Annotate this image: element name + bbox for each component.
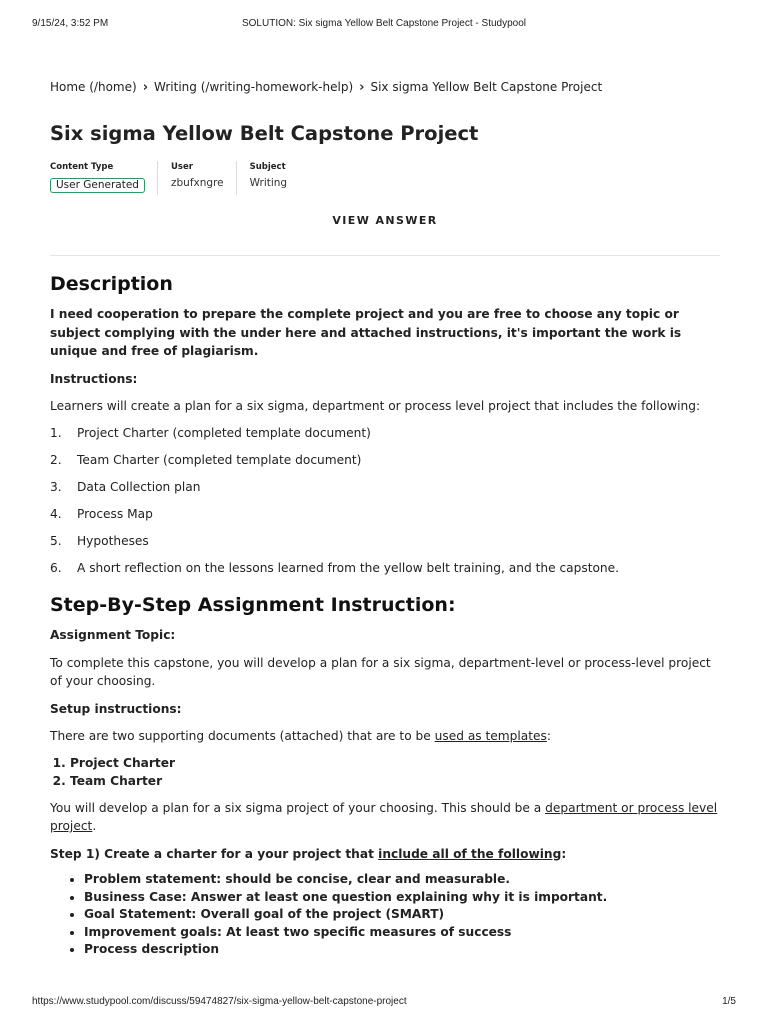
user-value: zbufxngre — [170, 177, 224, 189]
print-date: 9/15/24, 3:52 PM — [32, 18, 109, 29]
meta-content-type — [50, 161, 157, 195]
print-footer — [32, 996, 736, 1010]
subject-label: Subject — [249, 162, 286, 172]
content-type-badge: User Generated — [50, 178, 145, 193]
list-item: • Business Case: Answer at least one question explaining why it is important. — [84, 889, 720, 907]
main-content — [50, 78, 720, 959]
instructions-label: Instructions: — [50, 371, 138, 386]
templates-list — [50, 754, 720, 790]
print-header — [32, 18, 736, 32]
content-type-label: Content Type — [50, 162, 114, 172]
subject-value: Writing — [249, 177, 288, 189]
breadcrumb-home[interactable]: Home (/home) — [50, 80, 137, 94]
list-item: • Goal Statement: Overall goal of the project (SMART) — [84, 906, 720, 924]
list-item: 1. Project Charter (completed template document) — [50, 425, 371, 440]
user-label: User — [170, 162, 193, 172]
list-item: 6. A short reflection on the lessons learned from the yellow belt training, and the capstone. — [50, 560, 620, 575]
view-answer-button[interactable]: VIEW ANSWER — [332, 214, 438, 227]
step1-list — [50, 871, 720, 959]
instructions-intro: Learners will create a plan for a six sigma, department or process level project that includes the following: — [50, 399, 701, 413]
list-item: 2. Team Charter (completed template document) — [50, 452, 362, 467]
department-link: department or process level project — [50, 800, 718, 833]
list-item: • Problem statement: should be concise, clear and measurable. — [84, 871, 720, 889]
print-page-title: SOLUTION: Six sigma Yellow Belt Capstone Project - Studypool — [241, 18, 527, 29]
meta-user — [157, 161, 236, 195]
breadcrumb-current[interactable]: Six sigma Yellow Belt Capstone Project — [370, 80, 603, 94]
list-item: 1. Project Charter — [70, 754, 720, 772]
description-lead: I need cooperation to prepare the complete project and you are free to choose any topic or subject complying with the under here and attached instructions, it's important the work is unique and free of plagiarism. — [50, 307, 682, 358]
list-item: 5. Hypotheses — [50, 533, 149, 548]
setup-text: There are two supporting documents (attached) that are to be used as templates: — [50, 729, 551, 743]
print-page-number: 1/5 — [722, 996, 736, 1007]
templates-link: used as templates — [434, 729, 547, 743]
description-heading: Description — [50, 273, 173, 295]
meta-subject — [236, 161, 300, 195]
meta-info — [50, 161, 720, 195]
list-item: 4. Process Map — [50, 506, 153, 521]
deliverables-list — [50, 424, 720, 578]
breadcrumb-writing[interactable]: Writing (/writing-homework-help) — [154, 80, 354, 94]
divider — [50, 255, 720, 256]
list-item: 2. Team Charter — [70, 772, 720, 790]
develop-text: You will develop a plan for a six sigma project of your choosing. This should be a department or process level project. — [50, 800, 718, 833]
step-by-step-heading: Step-By-Step Assignment Instruction: — [50, 594, 456, 616]
list-item: • Process description — [84, 941, 720, 959]
chevron-right-icon: › — [142, 79, 149, 95]
chevron-right-icon: › — [359, 79, 365, 95]
setup-label: Setup instructions: — [50, 701, 182, 716]
breadcrumb — [50, 78, 720, 96]
list-item: • Improvement goals: At least two specific measures of success — [84, 924, 720, 942]
page-title: Six sigma Yellow Belt Capstone Project — [50, 122, 479, 145]
print-url: https://www.studypool.com/discuss/59474827/six-sigma-yellow-belt-capstone-project — [32, 996, 407, 1007]
assignment-topic-label: Assignment Topic: — [50, 628, 176, 642]
step1-heading: Step 1) Create a charter for a your project that include all of the following: — [50, 846, 567, 861]
list-item: 3. Data Collection plan — [50, 479, 201, 494]
assignment-topic-text: To complete this capstone, you will develop a plan for a six sigma, department-level or process-level project of your choosing. — [50, 655, 711, 688]
